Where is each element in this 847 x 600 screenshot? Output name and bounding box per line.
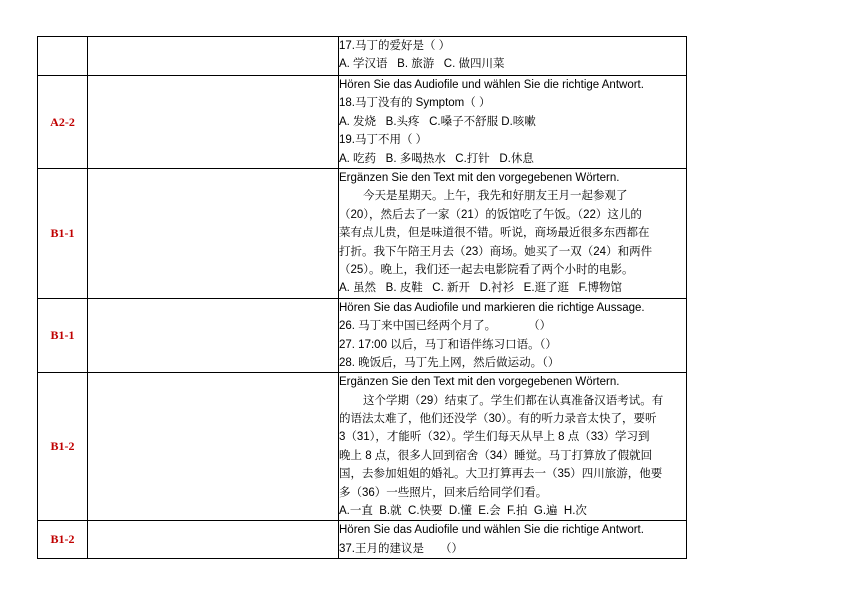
passage-line: 这个学期（29）结束了。学生们都在认真准备汉语考试。有 — [363, 394, 664, 407]
options-line: A.一直 B.就 C.快要 D.懂 E.会 F.拍 G.遍 H.次 — [339, 505, 587, 518]
statement-line: 28. 晚饭后，马丁先上网，然后做运动。（） — [339, 356, 560, 369]
table-row — [38, 373, 687, 521]
options-line: A. 发烧 B.头疼 C.嗓子不舒服 D.咳嗽 — [339, 115, 536, 128]
passage-line: 菜有点儿贵，但是味道很不错。听说，商场最近很多东西都在 — [339, 227, 650, 240]
empty-cell — [88, 373, 339, 521]
passage-line: 今天是星期天。上午，我先和好朋友王月一起参观了 — [363, 190, 628, 203]
instruction-line: Hören Sie das Audiofile und wählen Sie die richtige Antwort. — [339, 524, 644, 537]
table-row — [38, 169, 687, 299]
content-cell — [339, 76, 687, 169]
level-label: B1-2 — [50, 532, 75, 547]
question-line: 19.马丁不用（ ） — [339, 134, 428, 147]
table-row — [38, 298, 687, 373]
level-cell — [38, 169, 88, 299]
content-cell — [339, 373, 687, 521]
instruction-line: Ergänzen Sie den Text mit den vorgegebenen Wörtern. — [339, 376, 620, 389]
level-cell — [38, 521, 88, 559]
passage-line: 晚上 8 点，很多人回到宿舍（34）睡觉。马丁打算放了假就回 — [339, 449, 653, 462]
content-cell — [339, 37, 687, 76]
instruction-line: Hören Sie das Audiofile und markieren die richtige Aussage. — [339, 301, 645, 314]
instruction-line: Ergänzen Sie den Text mit den vorgegebenen Wörtern. — [339, 172, 620, 184]
level-cell — [38, 373, 88, 521]
question-line: 17.马丁的爱好是（ ） — [339, 40, 451, 52]
exercise-table — [37, 36, 687, 559]
level-label: B1-2 — [50, 439, 75, 454]
question-line: 18.马丁没有的 Symptom（ ） — [339, 97, 491, 110]
question-line: 37.王月的建议是 （） — [339, 542, 463, 555]
empty-cell — [88, 169, 339, 299]
passage-line: （25）。晚上，我们还一起去电影院看了两个小时的电影。 — [339, 263, 634, 276]
level-cell — [38, 298, 88, 373]
level-cell — [38, 76, 88, 169]
passage-line: （20），然后去了一家（21）的饭馆吃了午饭。（22）这儿的 — [339, 208, 642, 221]
options-line: A. 学汉语 B. 旅游 C. 做四川菜 — [339, 58, 505, 71]
level-cell — [38, 37, 88, 76]
table-row — [38, 37, 687, 76]
level-label: B1-1 — [50, 225, 75, 240]
passage-line: 多（36）一些照片，回来后给同学们看。 — [339, 486, 548, 499]
instruction-line: Hören Sie das Audiofile und wählen Sie die richtige Antwort. — [339, 79, 644, 91]
passage-line: 的语法太难了，他们还没学（30）。有的听力录音太快了，要听 — [339, 413, 657, 426]
empty-cell — [88, 76, 339, 169]
empty-cell — [88, 521, 339, 559]
statement-line: 26. 马丁来中国已经两个月了。 （） — [339, 320, 552, 333]
content-cell — [339, 521, 687, 559]
table-row — [38, 521, 687, 559]
content-cell — [339, 298, 687, 373]
passage-line: 3（31），才能听（32）。学生们每天从早上 8 点（33）学习到 — [339, 431, 650, 444]
options-line: A. 吃药 B. 多喝热水 C.打针 D.休息 — [339, 152, 534, 165]
empty-cell — [88, 298, 339, 373]
level-label: A2-2 — [50, 114, 75, 129]
passage-line: 打折。我下午陪王月去（23）商场。她买了一双（24）和两件 — [339, 245, 653, 258]
content-cell — [339, 169, 687, 299]
table-row — [38, 76, 687, 169]
empty-cell — [88, 37, 339, 76]
level-label: B1-1 — [50, 328, 75, 343]
statement-line: 27. 17:00 以后，马丁和语伴练习口语。（） — [339, 338, 557, 351]
options-line: A. 虽然 B. 皮鞋 C. 新开 D.衬衫 E.逛了逛 F.博物馆 — [339, 282, 623, 295]
passage-line: 国，去参加姐姐的婚礼。大卫打算再去一（35）四川旅游，他要 — [339, 468, 663, 481]
